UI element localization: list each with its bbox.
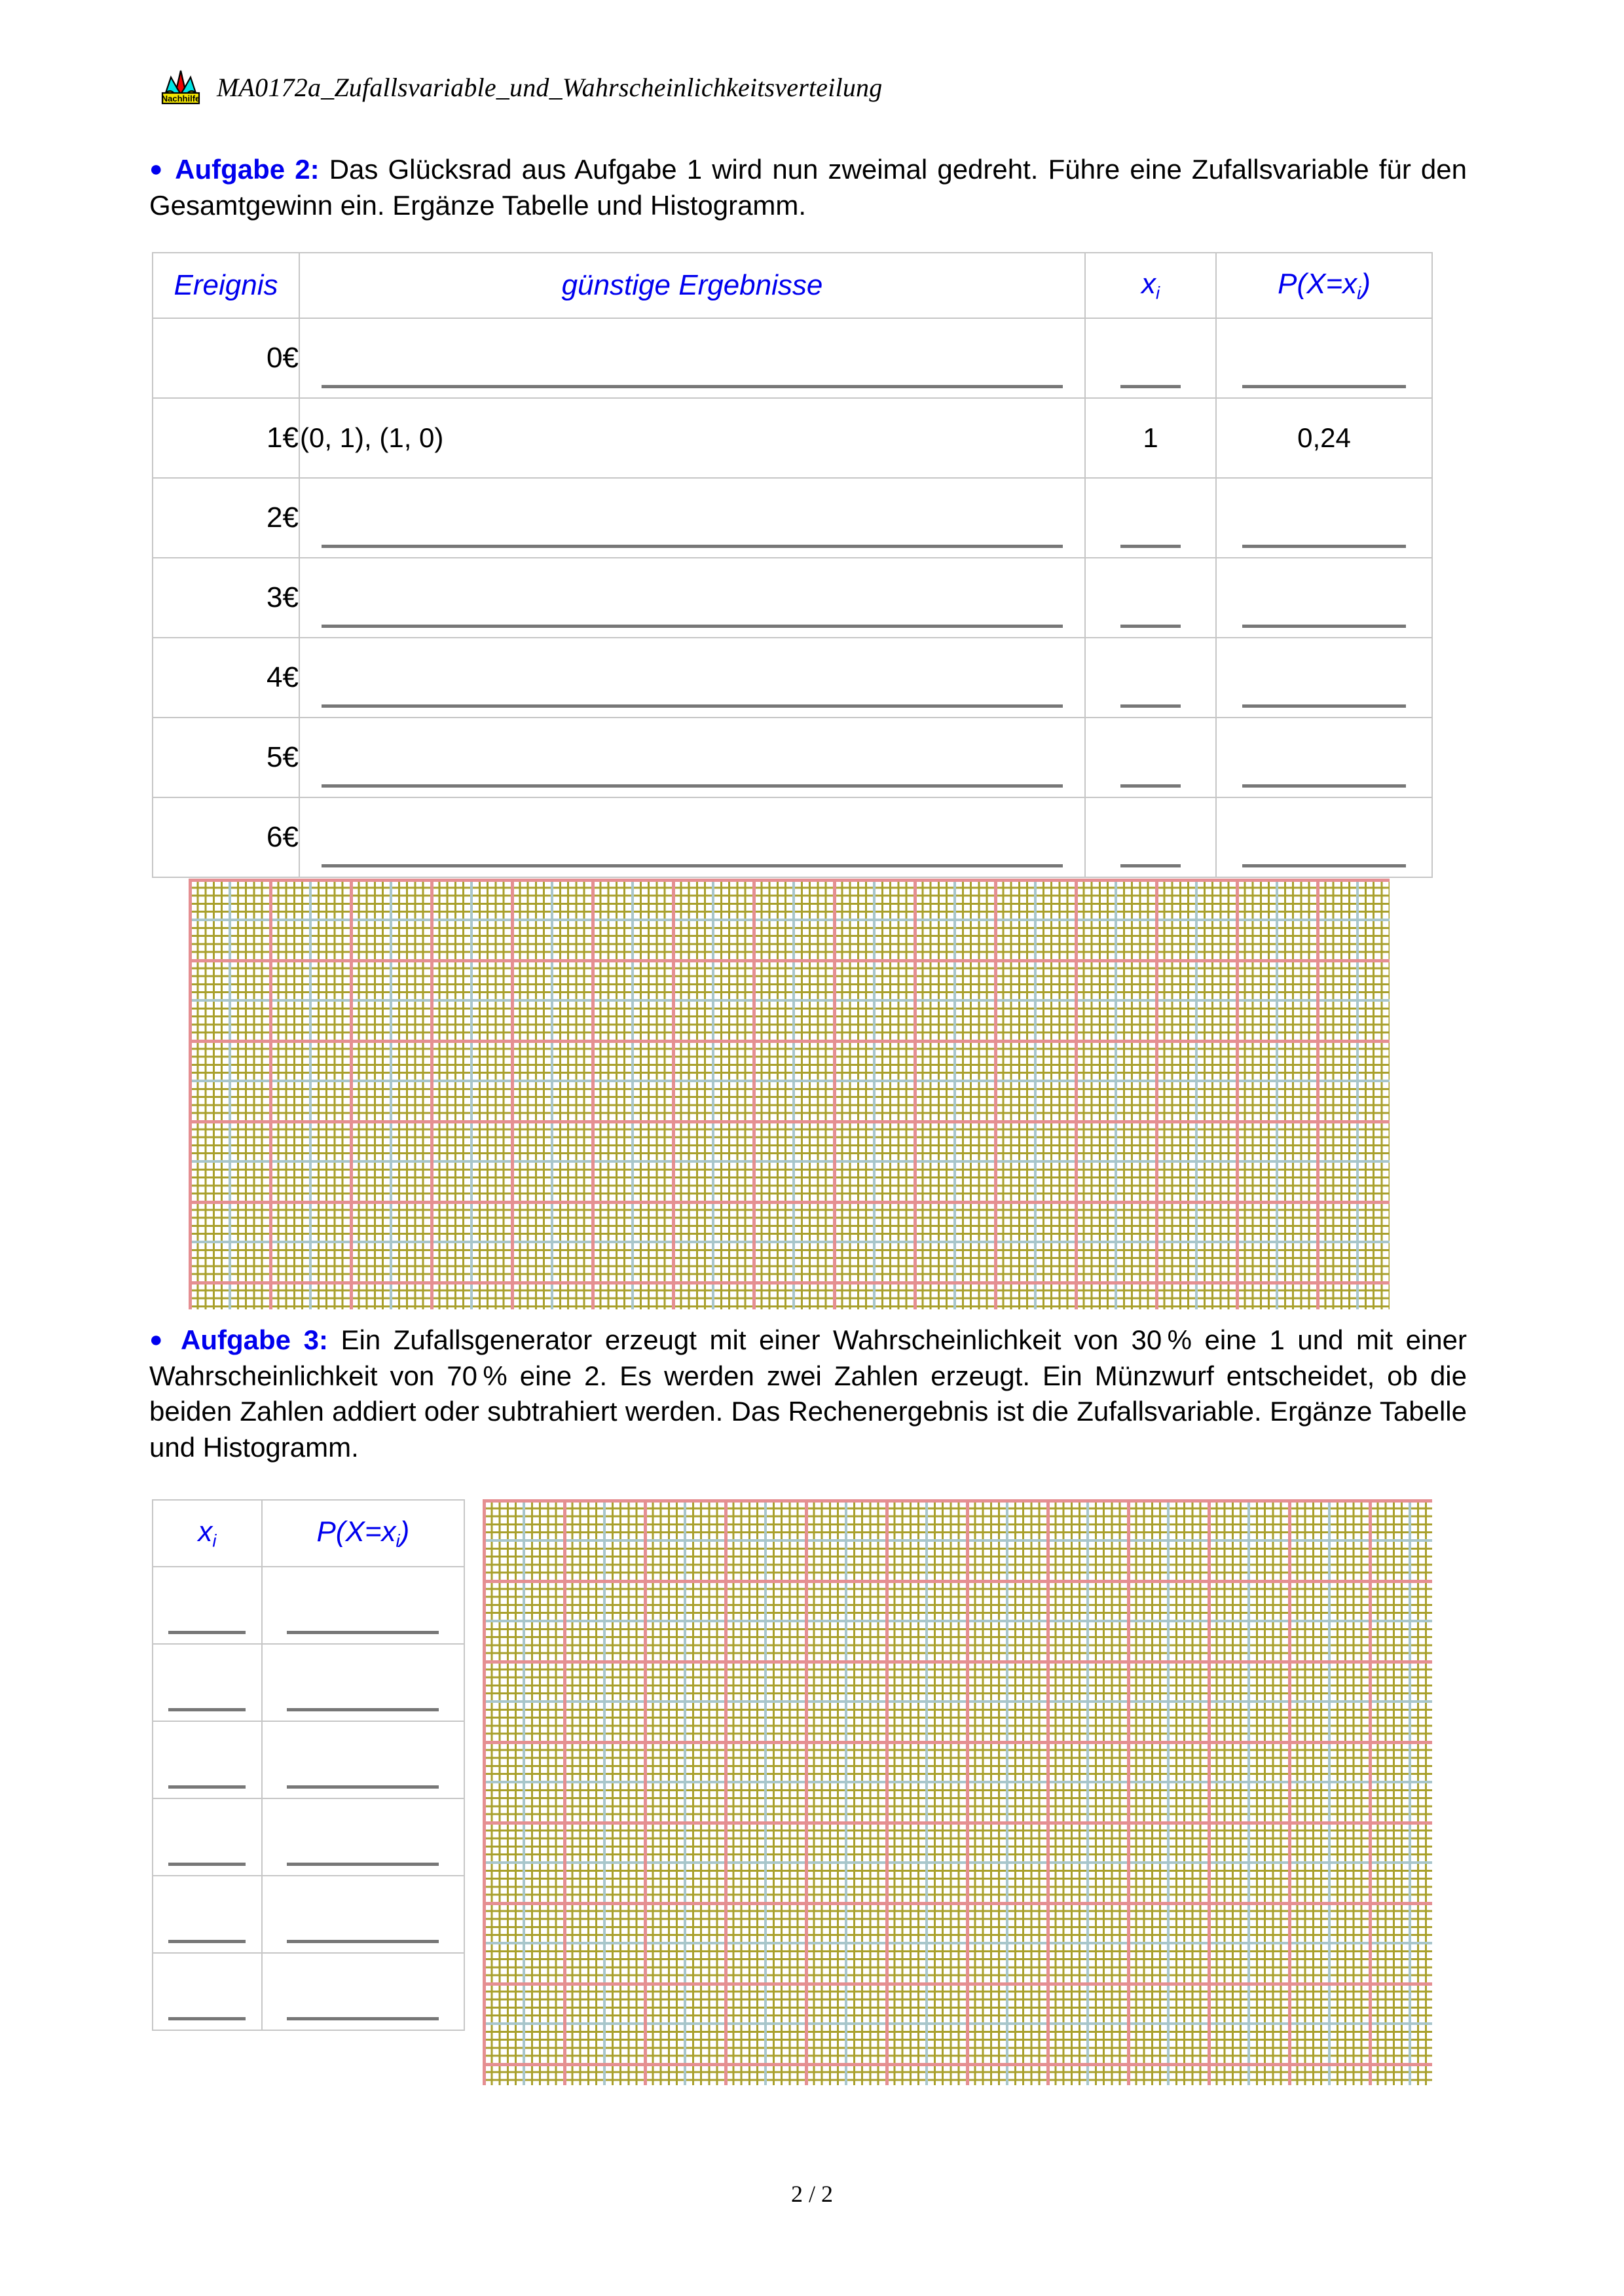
table-aufgabe-3-body	[153, 1567, 464, 2030]
cell-event: 5€	[153, 718, 299, 797]
answer-blank-line[interactable]	[168, 1940, 246, 1943]
table-row	[153, 1644, 464, 1721]
answer-blank-line[interactable]	[322, 385, 1063, 388]
cell-probability[interactable]	[1216, 318, 1432, 398]
table-row	[153, 1567, 464, 1644]
table-row	[153, 558, 1432, 638]
cell-probability[interactable]	[262, 1953, 464, 2030]
task-2-bullet-icon: ●	[149, 156, 165, 181]
histogram-grid-aufgabe-3[interactable]	[483, 1499, 1432, 2085]
cell-xi[interactable]	[1085, 558, 1216, 638]
answer-blank-line[interactable]	[287, 1785, 439, 1789]
table-row	[153, 1953, 464, 2030]
table-header-row	[153, 253, 1432, 318]
page-footer	[0, 2180, 1624, 2208]
answer-blank-line[interactable]	[322, 864, 1063, 867]
answer-blank-line[interactable]	[322, 784, 1063, 788]
answer-blank-line[interactable]	[1120, 704, 1181, 708]
answer-blank-line[interactable]	[1242, 545, 1406, 548]
cell-outcomes[interactable]	[299, 558, 1085, 638]
answer-blank-line[interactable]	[1120, 545, 1181, 548]
answer-blank-line[interactable]	[287, 1708, 439, 1711]
cell-xi[interactable]	[1085, 718, 1216, 797]
cell-xi[interactable]	[153, 1876, 262, 1953]
answer-blank-line[interactable]	[1242, 784, 1406, 788]
answer-blank-line[interactable]	[1120, 385, 1181, 388]
answer-blank-line[interactable]	[1242, 385, 1406, 388]
cell-outcomes[interactable]	[299, 318, 1085, 398]
answer-blank-line[interactable]	[1242, 625, 1406, 628]
answer-blank-line[interactable]	[1120, 625, 1181, 628]
table-row	[153, 398, 1432, 478]
cell-outcomes[interactable]	[299, 718, 1085, 797]
table-row	[153, 1721, 464, 1798]
cell-xi[interactable]	[153, 1953, 262, 2030]
column-header-xi: $x_i$	[153, 1500, 262, 1567]
cell-probability[interactable]	[1216, 478, 1432, 558]
cell-probability[interactable]	[262, 1567, 464, 1644]
cell-event: 2€	[153, 478, 299, 558]
task-2-body: Das Glücksrad aus Aufgabe 1 wird nun zweimal gedreht. Führe eine Zufallsvariable für den Gesamtgewinn ein. Ergänze Tabelle und Histogramm.	[149, 154, 1467, 221]
cell-probability[interactable]: 0,24	[1216, 398, 1432, 478]
answer-blank-line[interactable]	[287, 1631, 439, 1634]
histogram-grid-aufgabe-2[interactable]	[189, 879, 1390, 1309]
cell-event: 0€	[153, 318, 299, 398]
task-3-bullet-icon: ●	[149, 1326, 168, 1352]
cell-event: 3€	[153, 558, 299, 638]
cell-xi[interactable]	[153, 1798, 262, 1876]
cell-xi[interactable]	[1085, 797, 1216, 877]
table-row	[153, 638, 1432, 718]
cell-probability[interactable]	[1216, 638, 1432, 718]
answer-blank-line[interactable]	[1120, 784, 1181, 788]
cell-probability[interactable]	[262, 1798, 464, 1876]
table-row	[153, 1876, 464, 1953]
cell-xi[interactable]	[153, 1644, 262, 1721]
cell-xi[interactable]	[1085, 478, 1216, 558]
page-number: 2 / 2	[790, 2181, 833, 2207]
page-header	[159, 58, 1469, 117]
answer-blank-line[interactable]	[287, 2017, 439, 2020]
column-header-probability: $P(X=x_i)$	[262, 1500, 464, 1567]
table-aufgabe-2	[152, 252, 1433, 878]
cell-event: 4€	[153, 638, 299, 718]
answer-blank-line[interactable]	[168, 1863, 246, 1866]
column-header-probability: $P(X=x_i)$	[1216, 253, 1432, 318]
answer-blank-line[interactable]	[1242, 704, 1406, 708]
cell-outcomes[interactable]	[299, 638, 1085, 718]
answer-blank-line[interactable]	[322, 704, 1063, 708]
answer-blank-line[interactable]	[287, 1863, 439, 1866]
nachhilfe-logo-icon	[159, 65, 202, 109]
cell-outcomes[interactable]: (0, 1), (1, 0)	[299, 398, 1085, 478]
answer-blank-line[interactable]	[1120, 864, 1181, 867]
column-header-guenstige-ergebnisse: günstige Ergebnisse	[299, 253, 1085, 318]
table-aufgabe-2-body	[153, 318, 1432, 877]
cell-probability[interactable]	[1216, 558, 1432, 638]
answer-blank-line[interactable]	[1242, 864, 1406, 867]
table-row	[153, 318, 1432, 398]
answer-blank-line[interactable]	[168, 1631, 246, 1634]
document-title: MA0172a_Zufallsvariable_und_Wahrscheinlichkeitsverteilung	[217, 72, 883, 102]
cell-xi[interactable]: 1	[1085, 398, 1216, 478]
answer-blank-line[interactable]	[287, 1940, 439, 1943]
answer-blank-line[interactable]	[168, 1708, 246, 1711]
cell-outcomes[interactable]	[299, 797, 1085, 877]
task-2-label: Aufgabe 2:	[175, 154, 320, 185]
answer-blank-line[interactable]	[322, 625, 1063, 628]
cell-probability[interactable]	[262, 1876, 464, 1953]
svg-text:Nachhilfe: Nachhilfe	[161, 94, 200, 103]
cell-event: 6€	[153, 797, 299, 877]
task-3-paragraph	[149, 1322, 1467, 1465]
answer-blank-line[interactable]	[322, 545, 1063, 548]
task-3-label: Aufgabe 3:	[181, 1324, 328, 1355]
column-header-xi: $x_i$	[1085, 253, 1216, 318]
cell-xi[interactable]	[153, 1567, 262, 1644]
cell-probability[interactable]	[262, 1721, 464, 1798]
cell-probability[interactable]	[1216, 797, 1432, 877]
table-header-row	[153, 1500, 464, 1567]
cell-outcomes[interactable]	[299, 478, 1085, 558]
cell-probability[interactable]	[1216, 718, 1432, 797]
table-row	[153, 718, 1432, 797]
answer-blank-line[interactable]	[168, 1785, 246, 1789]
table-row	[153, 478, 1432, 558]
cell-probability[interactable]	[262, 1644, 464, 1721]
column-header-ereignis: Ereignis	[153, 253, 299, 318]
table-row	[153, 1798, 464, 1876]
cell-xi[interactable]	[1085, 318, 1216, 398]
cell-event: 1€	[153, 398, 299, 478]
task-3-body: Ein Zufallsgenerator erzeugt mit einer Wahrscheinlichkeit von 30 % eine 1 und mit einer Wahrscheinlichkeit von 70 % eine 2. Es werden zwei Zahlen erzeugt. Ein Münzwurf entscheidet, ob die beiden Zahlen addiert oder subtrahiert werden. Das Rechenergebnis ist die Zufallsvariable. Ergänze Tabelle und Histogramm.	[149, 1324, 1467, 1463]
cell-xi[interactable]	[1085, 638, 1216, 718]
table-aufgabe-3	[152, 1499, 465, 2031]
task-2-paragraph	[149, 152, 1467, 223]
table-row	[153, 797, 1432, 877]
cell-xi[interactable]	[153, 1721, 262, 1798]
answer-blank-line[interactable]	[168, 2017, 246, 2020]
